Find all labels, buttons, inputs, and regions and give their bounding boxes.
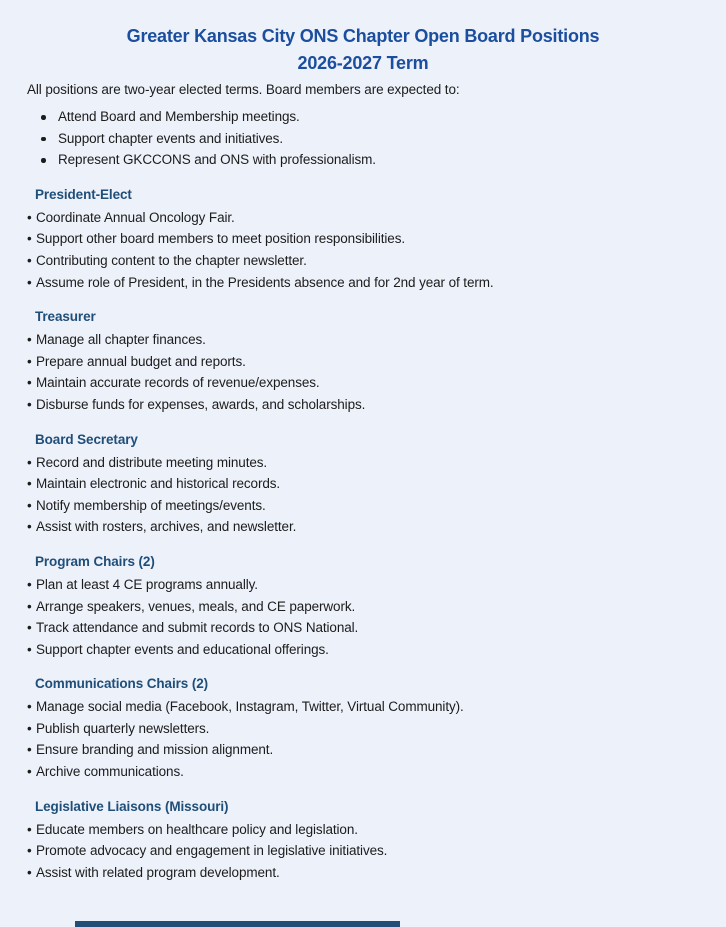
position-section [0,429,726,538]
duty-item: • Maintain accurate records of revenue/expenses. [0,372,726,394]
expectation-item: Support chapter events and initiatives. [0,128,726,150]
duty-item: • Record and distribute meeting minutes. [0,452,726,474]
duty-item: • Support other board members to meet position responsibilities. [0,228,726,250]
duty-list [0,452,726,538]
duty-list [0,207,726,293]
position-section [0,673,726,782]
position-title: Communications Chairs (2) [35,676,209,692]
duty-item: • Publish quarterly newsletters. [0,718,726,740]
position-title: Program Chairs (2) [35,553,155,569]
position-section [0,551,726,660]
bullet-dot-icon: • [27,821,32,837]
bullet-dot-icon: • [27,519,32,535]
bullet-dot-icon: • [27,720,32,736]
duty-item: • Plan at least 4 CE programs annually. [0,574,726,596]
bullet-dot-icon: • [27,332,32,348]
bullet-dot-icon: • [27,843,32,859]
duty-list [0,819,726,884]
duty-item: • Notify membership of meetings/events. [0,495,726,517]
page-title-line2: 2026-2027 Term [297,53,429,73]
duty-item: • Disburse funds for expenses, awards, and scholarships. [0,394,726,416]
bullet-dot-icon: • [27,598,32,614]
sections-container [0,184,726,884]
duty-item: • Archive communications. [0,761,726,783]
bullet-dot-icon: • [27,576,32,592]
position-section [0,184,726,293]
position-title: President-Elect [35,186,132,202]
duty-list [0,574,726,660]
bullet-dot-icon: • [27,252,32,268]
position-title: Board Secretary [35,431,138,447]
page-title-line1: Greater Kansas City ONS Chapter Open Board Positions [126,26,600,46]
bullet-dot-icon: • [27,742,32,758]
duty-item: • Contributing content to the chapter newsletter. [0,250,726,272]
expectation-item: Represent GKCCONS and ONS with professionalism. [0,149,726,171]
position-section [0,796,726,884]
position-section [0,306,726,415]
bullet-dot-icon: • [27,620,32,636]
bullet-dot-icon: • [27,864,32,880]
bullet-dot-icon: • [27,641,32,657]
duty-item: • Manage all chapter finances. [0,329,726,351]
duty-item: • Assist with rosters, archives, and newsletter. [0,516,726,538]
page-title [0,0,726,77]
duty-list [0,329,726,415]
duty-item: • Track attendance and submit records to ONS National. [0,617,726,639]
duty-item: • Arrange speakers, venues, meals, and CE paperwork. [0,596,726,618]
duty-item: • Ensure branding and mission alignment. [0,739,726,761]
intro-paragraph: All positions are two-year elected terms. Board members are expected to: [27,82,460,97]
expectation-item: Attend Board and Membership meetings. [0,106,726,128]
bullet-dot-icon: • [27,764,32,780]
position-title: Treasurer [35,309,96,325]
bullet-dot-icon [41,158,46,163]
bullet-dot-icon: • [27,274,32,290]
duty-item: • Manage social media (Facebook, Instagram, Twitter, Virtual Community). [0,696,726,718]
duty-item: • Maintain electronic and historical records. [0,473,726,495]
bullet-dot-icon: • [27,699,32,715]
duty-item: • Prepare annual budget and reports. [0,351,726,373]
bullet-dot-icon: • [27,209,32,225]
bullet-dot-icon [41,115,46,120]
expectations-list [0,106,726,171]
bullet-dot-icon: • [27,231,32,247]
bullet-dot-icon [41,137,46,142]
duty-list [0,696,726,782]
bullet-dot-icon: • [27,396,32,412]
bullet-dot-icon: • [27,454,32,470]
bullet-dot-icon: • [27,476,32,492]
duty-item: • Coordinate Annual Oncology Fair. [0,207,726,229]
duty-item: • Assist with related program development. [0,862,726,884]
duty-item: • Educate members on healthcare policy and legislation. [0,819,726,841]
clipped-next-heading-fragment [75,921,400,927]
position-title: Legislative Liaisons (Missouri) [35,798,229,814]
bullet-dot-icon: • [27,353,32,369]
bullet-dot-icon: • [27,497,32,513]
bullet-dot-icon: • [27,375,32,391]
duty-item: • Support chapter events and educational offerings. [0,639,726,661]
duty-item: • Promote advocacy and engagement in legislative initiatives. [0,840,726,862]
duty-item: • Assume role of President, in the Presidents absence and for 2nd year of term. [0,272,726,294]
